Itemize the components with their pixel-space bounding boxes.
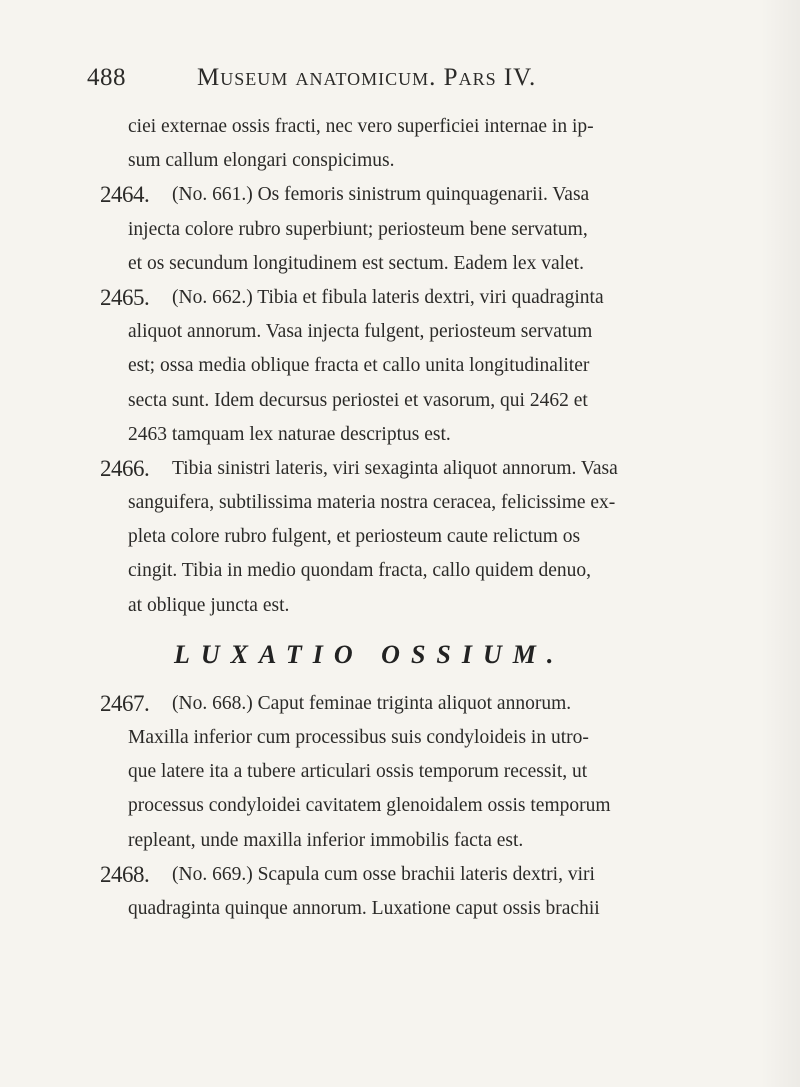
text-line: et os secundum longitudinem est sectum. Eadem lex valet. (128, 252, 584, 274)
running-head (87, 60, 707, 100)
catalog-entry (100, 858, 768, 926)
running-title: Museum anatomicum. Pars IV. (197, 64, 537, 91)
text-line: repleant, unde maxilla inferior immobilis facta est. (128, 829, 524, 851)
catalog-entry (100, 687, 768, 858)
entry-number: 2468 . (100, 858, 149, 892)
page-number: 488 (87, 64, 126, 91)
text-line: quadraginta quinque annorum. Luxatione caput ossis brachii (128, 897, 600, 919)
text-line: ciei externae ossis fracti, nec vero superficiei internae in ip- (128, 116, 594, 137)
section-heading: LUXATIO OSSIUM. (174, 639, 565, 669)
catalog-entry (100, 178, 768, 281)
entry-number: 2465 . (100, 281, 149, 315)
text-line: cingit. Tibia in medio quondam fracta, callo quidem denuo, (128, 560, 592, 582)
text-line: (No. 662.) Tibia et fibula lateris dextri, viri quadraginta (172, 286, 604, 308)
text-line: sum callum elongari conspicimus. (128, 150, 395, 172)
text-line: aliquot annorum. Vasa injecta fulgent, periosteum servatum (128, 321, 593, 343)
text-line: (No. 669.) Scapula cum osse brachii lateris dextri, viri (172, 863, 595, 885)
text-line: pleta colore rubro fulgent, et periosteum caute relictum os (128, 526, 581, 548)
entry-number: 2466 . (100, 452, 149, 486)
text-line: est; ossa media oblique fracta et callo unita longitudinaliter (128, 355, 590, 377)
entry-number: 2464 . (100, 178, 149, 212)
text-line: at oblique juncta est. (128, 594, 290, 616)
text-line: secta sunt. Idem decursus periostei et vasorum, qui 2462 et (128, 389, 588, 411)
body-text (100, 110, 768, 926)
text-line: processus condyloidei cavitatem glenoidalem ossis temporum (128, 795, 611, 817)
paragraph-continuation (128, 110, 768, 178)
text-line: 2463 tamquam lex naturae descriptus est. (128, 423, 451, 445)
text-line: (No. 668.) Caput feminae triginta aliquot annorum. (172, 692, 572, 714)
text-line: Tibia sinistri lateris, viri sexaginta aliquot annorum. Vasa (172, 457, 618, 479)
text-line: que latere ita a tubere articulari ossis temporum recessit, ut (128, 761, 588, 783)
catalog-entry (100, 281, 768, 452)
text-line: Maxilla inferior cum processibus suis condyloideis in utro- (128, 727, 589, 748)
text-line: sanguifera, subtilissima materia nostra ceracea, felicissime ex- (128, 492, 616, 514)
text-line: injecta colore rubro superbiunt; periosteum bene servatum, (128, 218, 588, 240)
catalog-entry (100, 452, 768, 623)
text-line: (No. 661.) Os femoris sinistrum quinquagenarii. Vasa (172, 184, 590, 206)
entry-number: 2467 . (100, 687, 149, 721)
